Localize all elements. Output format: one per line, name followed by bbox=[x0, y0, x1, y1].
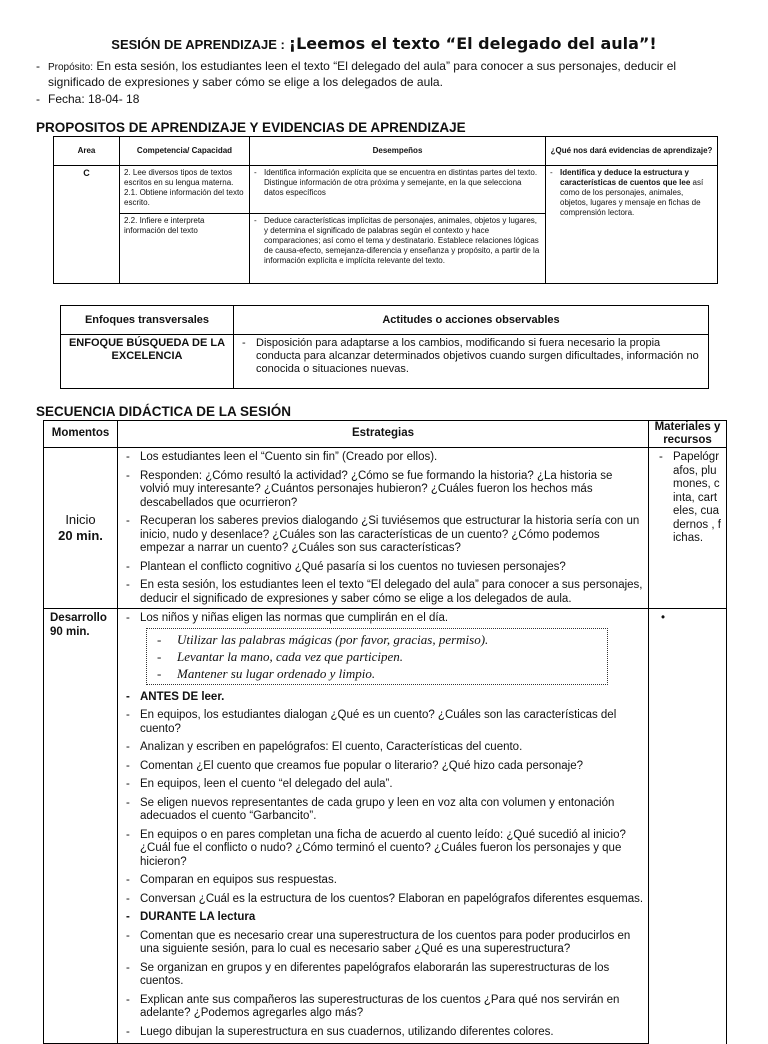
inicio-item: - Plantean el conflicto cognitivo ¿Qué pasaría si los cuentos no tuviesen personajes? bbox=[124, 561, 644, 575]
inicio-strategies bbox=[118, 448, 649, 609]
competencia-1: 2. Lee diversos tipos de textos escritos en su lengua materna. 2.1. Obtiene información del texto escrito. bbox=[120, 166, 250, 214]
section3-title: SECUENCIA DIDÁCTICA DE LA SESIÓN bbox=[36, 404, 292, 419]
durante-item: - Comentan que es necesario crear una superestructura de los cuentos para poder producirlos en una siguiente sesión, para lo cual es necesario saber ¿Qué es una superestructura? bbox=[124, 930, 644, 957]
inicio-item: - Recuperan los saberes previos dialogando ¿Si tuviésemos que estructurar la historia sería con un inicio, nudo y desenlace? ¿Cuáles son las características de un cuento? ¿Cómo podemos empezar a narrar un cuento? ¿Cuáles son sus características? bbox=[124, 515, 644, 556]
header-estrategias: Estrategias bbox=[118, 421, 649, 448]
inicio-label: Inicio bbox=[65, 512, 96, 527]
antes-label: - ANTES DE leer. bbox=[124, 691, 644, 705]
antes-item: - Conversan ¿Cuál es la estructura de los cuentos? Elaboran en papelógrafos diferentes esquemas. bbox=[124, 893, 644, 907]
secuencia-table bbox=[43, 420, 727, 1044]
normas-box bbox=[146, 628, 608, 685]
desarrollo-bullet: • bbox=[661, 612, 666, 624]
norma-item: - Utilizar las palabras mágicas (por favor, gracias, permiso). bbox=[153, 631, 601, 648]
desarrollo-strategies bbox=[118, 609, 649, 1044]
proposito: - Propósito: En esta sesión, los estudiantes leen el texto “El delegado del aula” para conocer a sus personajes, deducir el significado de expresiones y saber cómo se elige a los delegados de aula. bbox=[36, 59, 677, 89]
section1-title: PROPOSITOS DE APRENDIZAJE Y EVIDENCIAS DE APRENDIZAJE bbox=[36, 120, 466, 135]
desempeno-1-cell bbox=[250, 166, 546, 214]
enfoque-cell: ENFOQUE BÚSQUEDA DE LA EXCELENCIA bbox=[61, 335, 234, 389]
header-desempenos: Desempeños bbox=[250, 137, 546, 166]
area-cell: C bbox=[54, 166, 120, 284]
title-main: ¡Leemos el texto “El delegado del aula”! bbox=[288, 34, 657, 53]
norma-item: - Levantar la mano, cada vez que participen. bbox=[153, 648, 601, 665]
desarrollo-first-item: - Los niños y niñas eligen las normas que cumplirán en el día. bbox=[124, 612, 644, 626]
antes-item: - Comparan en equipos sus respuestas. bbox=[124, 874, 644, 888]
durante-label: - DURANTE LA lectura bbox=[124, 911, 644, 925]
header-materiales: Materiales y recursos bbox=[649, 421, 727, 448]
antes-item: - Comentan ¿El cuento que creamos fue popular o literario? ¿Qué hizo cada personaje? bbox=[124, 760, 644, 774]
actitud-text: - Disposición para adaptarse a los cambios, modificando si fuera necesario la propia conducta para alcanzar determinados objetivos cuando surgen dificultades, información no conocida o situaciones nuevas. bbox=[240, 337, 702, 376]
desarrollo-time: 90 min. bbox=[50, 625, 90, 638]
inicio-time: 20 min. bbox=[58, 528, 103, 543]
header-competencia: Competencia/ Capacidad bbox=[120, 137, 250, 166]
propositos-row-1 bbox=[54, 166, 718, 214]
inicio-item: - Los estudiantes leen el “Cuento sin fin” (Creado por ellos). bbox=[124, 451, 644, 465]
evidencia-text bbox=[550, 168, 713, 218]
evidencia-rest: así como de los personajes, animales, objetos, lugares y mensaje en fichas de comprensión lectora. bbox=[560, 178, 704, 217]
propositos-table bbox=[53, 136, 718, 284]
fecha: - Fecha: 18-04- 18 bbox=[36, 92, 736, 107]
competencia-2: 2.2. Infiere e interpreta información del texto bbox=[120, 214, 250, 284]
enfoques-row bbox=[61, 335, 709, 389]
durante-item: - Se organizan en grupos y en diferentes papelógrafos elaborarán las superestructuras de los cuentos. bbox=[124, 962, 644, 989]
desarrollo-cell bbox=[44, 609, 118, 1044]
enfoques-table bbox=[60, 305, 709, 389]
header-actitudes: Actitudes o acciones observables bbox=[234, 306, 709, 335]
antes-item: - Se eligen nuevos representantes de cada grupo y leen en voz alta con volumen y entonación adecuados el cuento “Garbancito”. bbox=[124, 797, 644, 824]
desempeno-1: - Identifica información explícita que se encuentra en distintas partes del texto. Distingue información de otra próxima y semejante, en la que selecciona datos específicos bbox=[254, 168, 541, 198]
desarrollo-row bbox=[44, 609, 727, 1044]
norma-item: - Mantener su lugar ordenado y limpio. bbox=[153, 665, 601, 682]
evidencia-bold: Identifica y deduce la estructura y características de cuentos que lee bbox=[560, 168, 691, 187]
inicio-item: - Responden: ¿Cómo resultó la actividad? ¿Cómo se fue formando la historia? ¿La historia se volvió muy interesante? ¿Cuántos personajes hubieron? ¿Cuáles fueron los hechos más descabellados que ocurrieron? bbox=[124, 470, 644, 511]
propositos-header-row bbox=[54, 137, 718, 166]
secuencia-header-row bbox=[44, 421, 727, 448]
header-momentos: Momentos bbox=[44, 421, 118, 448]
durante-item: - Luego dibujan la superestructura en sus cuadernos, utilizando diferentes colores. bbox=[124, 1026, 644, 1040]
antes-item: - En equipos, los estudiantes dialogan ¿Qué es un cuento? ¿Cuáles son las características del cuento? bbox=[124, 709, 644, 736]
inicio-row bbox=[44, 448, 727, 609]
materiales-text: - Papelógrafos, plumones, cinta, carteles, cuadernos , fichas. bbox=[657, 451, 722, 546]
desarrollo-label: Desarrollo bbox=[50, 612, 107, 624]
antes-item: - En equipos o en pares completan una ficha de acuerdo al cuento leído: ¿Qué sucedió al inicio? ¿Cuál fue el conflicto o nudo? ¿Cómo terminó el cuento? ¿Cuáles fueron los personajes y que hicieron? bbox=[124, 829, 644, 870]
durante-item: - Explican ante sus compañeros las superestructuras de los cuentos ¿Para qué nos servirán en adelante? ¿Podemos agregarles algo más? bbox=[124, 994, 644, 1021]
inicio-item: - En esta sesión, los estudiantes leen el texto “El delegado del aula” para conocer a sus personajes, deducir el significado de expresiones y saber cómo se elige a los delegados de aula. bbox=[124, 579, 644, 606]
antes-item: - En equipos, leen el cuento “el delegado del aula”. bbox=[124, 778, 644, 792]
page-title bbox=[0, 34, 768, 53]
inicio-cell bbox=[44, 448, 118, 609]
enfoques-header-row bbox=[61, 306, 709, 335]
materiales-cell bbox=[649, 448, 727, 609]
evidencia-cell bbox=[546, 166, 718, 284]
desarrollo-materiales-cell bbox=[649, 609, 727, 1044]
desempeno-2: - Deduce características implícitas de personajes, animales, objetos y lugares, y determina el significado de palabras según el contexto y hace comparaciones; así como el tema y destinatario. Establece relaciones lógicas de causa-efecto, semejanza-diferencia y enseñanza y propósito, a partir de la información explícita e implícita relevante del texto. bbox=[254, 216, 541, 266]
antes-item: - Analizan y escriben en papelógrafos: El cuento, Características del cuento. bbox=[124, 741, 644, 755]
header-evidencias: ¿Qué nos dará evidencias de aprendizaje? bbox=[546, 137, 718, 166]
proposito-label: Propósito: bbox=[48, 62, 94, 73]
header-enfoques: Enfoques transversales bbox=[61, 306, 234, 335]
desempeno-2-cell bbox=[250, 214, 546, 284]
fecha-text: Fecha: 18-04- 18 bbox=[48, 92, 140, 106]
title-prefix: SESIÓN DE APRENDIZAJE : bbox=[111, 37, 285, 52]
actitud-cell bbox=[234, 335, 709, 389]
header-area: Area bbox=[54, 137, 120, 166]
proposito-text: En esta sesión, los estudiantes leen el texto “El delegado del aula” para conocer a sus personajes, deducir el significado de expresiones y saber cómo se elige a los delegados de aula. bbox=[48, 59, 677, 89]
